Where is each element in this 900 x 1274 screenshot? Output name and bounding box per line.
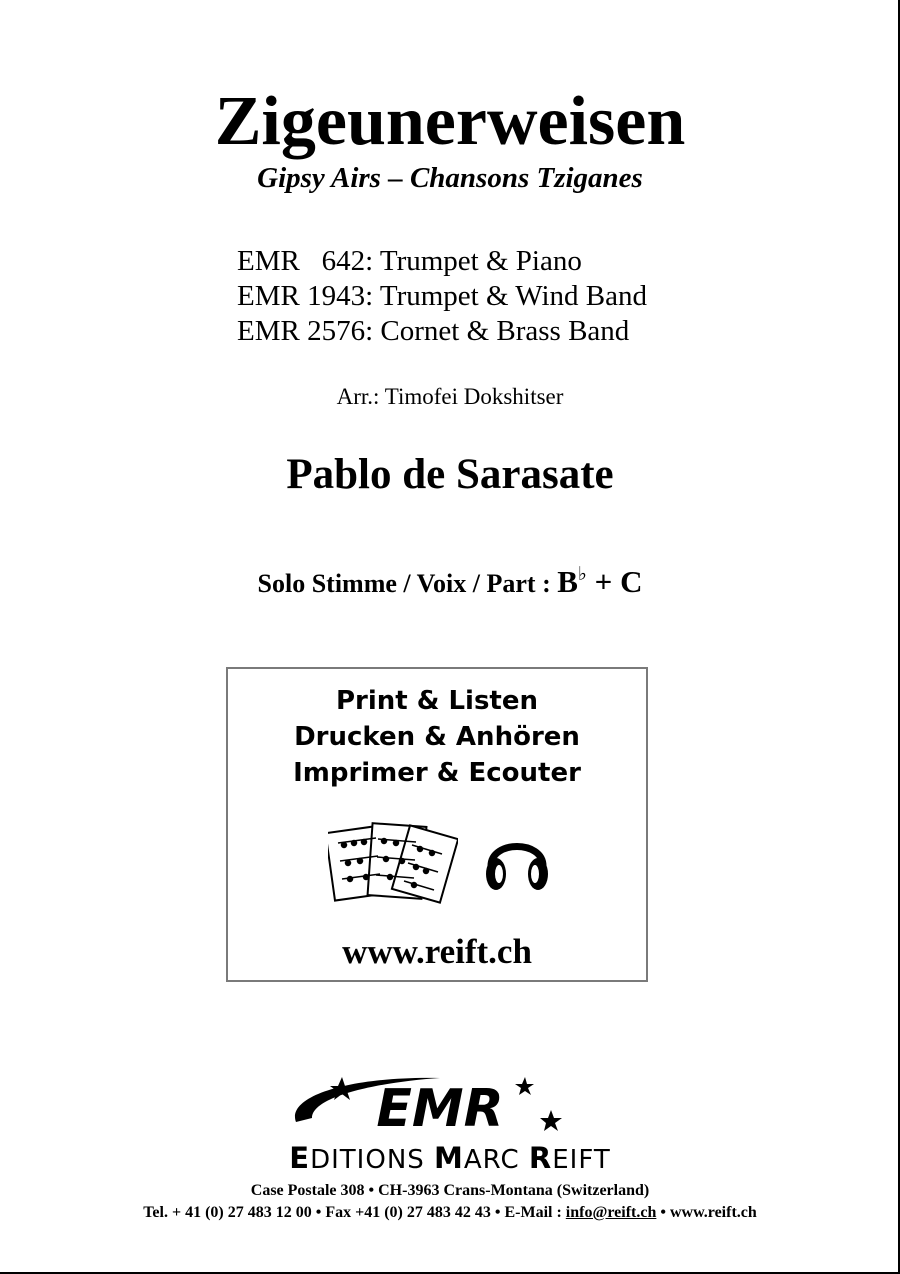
composer-name: Pablo de Sarasate <box>286 451 614 498</box>
edition-code: EMR 642: <box>237 245 374 277</box>
publisher-initial: M <box>434 1141 464 1175</box>
edition-instrumentation: Cornet & Brass Band <box>380 315 630 347</box>
edition-code: EMR 1943: <box>237 280 374 312</box>
emr-logo <box>290 1072 590 1136</box>
edition-item <box>237 314 647 349</box>
score-title: Zigeunerweisen <box>214 83 686 160</box>
promo-text <box>228 683 646 791</box>
arranger-credit: Arr.: Timofei Dokshitser <box>336 384 564 409</box>
publisher-word: EIFT <box>552 1145 611 1175</box>
logo-text: EMR <box>376 1079 504 1136</box>
promo-url[interactable]: www.reift.ch <box>342 932 532 971</box>
promo-line-english: Print & Listen <box>335 686 539 716</box>
flat-sign: ♭ <box>577 564 587 585</box>
promo-line-german: Drucken & Anhören <box>294 722 580 752</box>
print-listen-box <box>226 667 648 982</box>
promo-line-french: Imprimer & Ecouter <box>293 758 581 788</box>
key-rest: + C <box>594 564 643 599</box>
contact-phone-fax: Tel. + 41 (0) 27 483 12 00 • Fax +41 (0) 27 483 42 43 • E-Mail : <box>143 1204 562 1221</box>
edition-instrumentation: Trumpet & Piano <box>379 245 582 277</box>
edition-code: EMR 2576: <box>237 315 374 347</box>
edition-item <box>237 244 647 279</box>
publisher-initial: R <box>528 1141 553 1175</box>
publisher-initial: E <box>289 1141 311 1175</box>
publisher-name <box>0 1138 900 1180</box>
headphones-icon <box>481 824 553 896</box>
publisher-address: Case Postale 308 • CH-3963 Crans-Montana (Switzerland) <box>250 1182 650 1199</box>
edition-instrumentation: Trumpet & Wind Band <box>379 280 647 312</box>
edition-list <box>237 244 647 349</box>
sheet-music-icon <box>328 817 458 909</box>
edition-item <box>237 279 647 314</box>
publisher-contact <box>0 1202 900 1224</box>
part-label: Solo Stimme / Voix / Part : <box>257 569 551 598</box>
website-link[interactable]: • www.reift.ch <box>660 1204 757 1221</box>
publisher-word: DITIONS <box>310 1145 425 1175</box>
key-letter: B <box>557 564 578 599</box>
score-subtitle: Gipsy Airs – Chansons Tziganes <box>257 162 643 194</box>
part-key <box>557 564 642 599</box>
publisher-word: ARC <box>463 1145 520 1175</box>
email-link[interactable]: info@reift.ch <box>565 1204 657 1221</box>
part-designation <box>0 562 900 604</box>
